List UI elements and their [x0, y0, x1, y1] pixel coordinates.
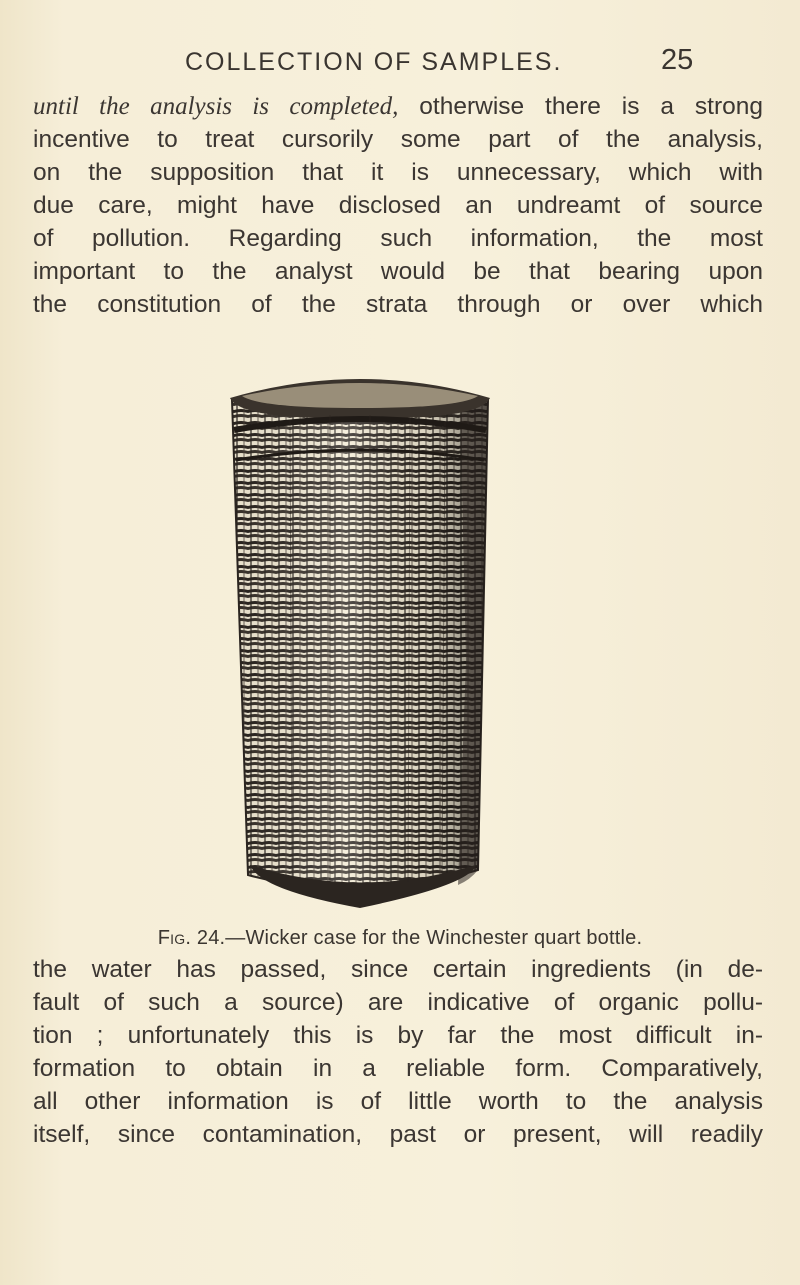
- italic-lead: until the analysis is completed,: [33, 93, 399, 120]
- paragraph-bottom: [33, 953, 763, 1151]
- paragraph-line: fault of such a source) are indicative of organic pollu-: [33, 989, 763, 1016]
- page-number: 25: [661, 44, 694, 76]
- paragraph-line: due care, might have disclosed an undreamt of source: [33, 192, 763, 219]
- paragraph-line: the constitution of the strata through or over which: [33, 291, 763, 318]
- paragraph-line: all other information is of little worth to the analysis: [33, 1088, 763, 1115]
- running-head: COLLECTION OF SAMPLES.: [185, 48, 563, 76]
- paragraph-line: the water has passed, since certain ingredients (in de-: [33, 956, 763, 983]
- wicker-case-icon: [220, 360, 500, 915]
- paragraph-line: on the supposition that it is unnecessary, which with: [33, 159, 763, 186]
- page-header: [0, 44, 800, 84]
- paragraph-line: [33, 90, 763, 123]
- paragraph-line: formation to obtain in a reliable form. Comparatively,: [33, 1055, 763, 1082]
- figure-label: Fig. 24.: [157, 927, 226, 949]
- paragraph-line: of pollution. Regarding such information, the most: [33, 225, 763, 252]
- paragraph-line: tion ; unfortunately this is by far the most difficult in-: [33, 1022, 763, 1049]
- caption-text: —Wicker case for the Winchester quart bottle.: [225, 927, 643, 949]
- paragraph-line: itself, since contamination, past or present, will readily: [33, 1121, 763, 1148]
- figure-caption: [0, 927, 800, 950]
- paragraph-top: [33, 90, 763, 321]
- line-text: otherwise there is a strong: [398, 93, 763, 120]
- wicker-case-figure: [220, 360, 500, 915]
- paragraph-line: incentive to treat cursorily some part of the analysis,: [33, 126, 763, 153]
- paragraph-line: important to the analyst would be that bearing upon: [33, 258, 763, 285]
